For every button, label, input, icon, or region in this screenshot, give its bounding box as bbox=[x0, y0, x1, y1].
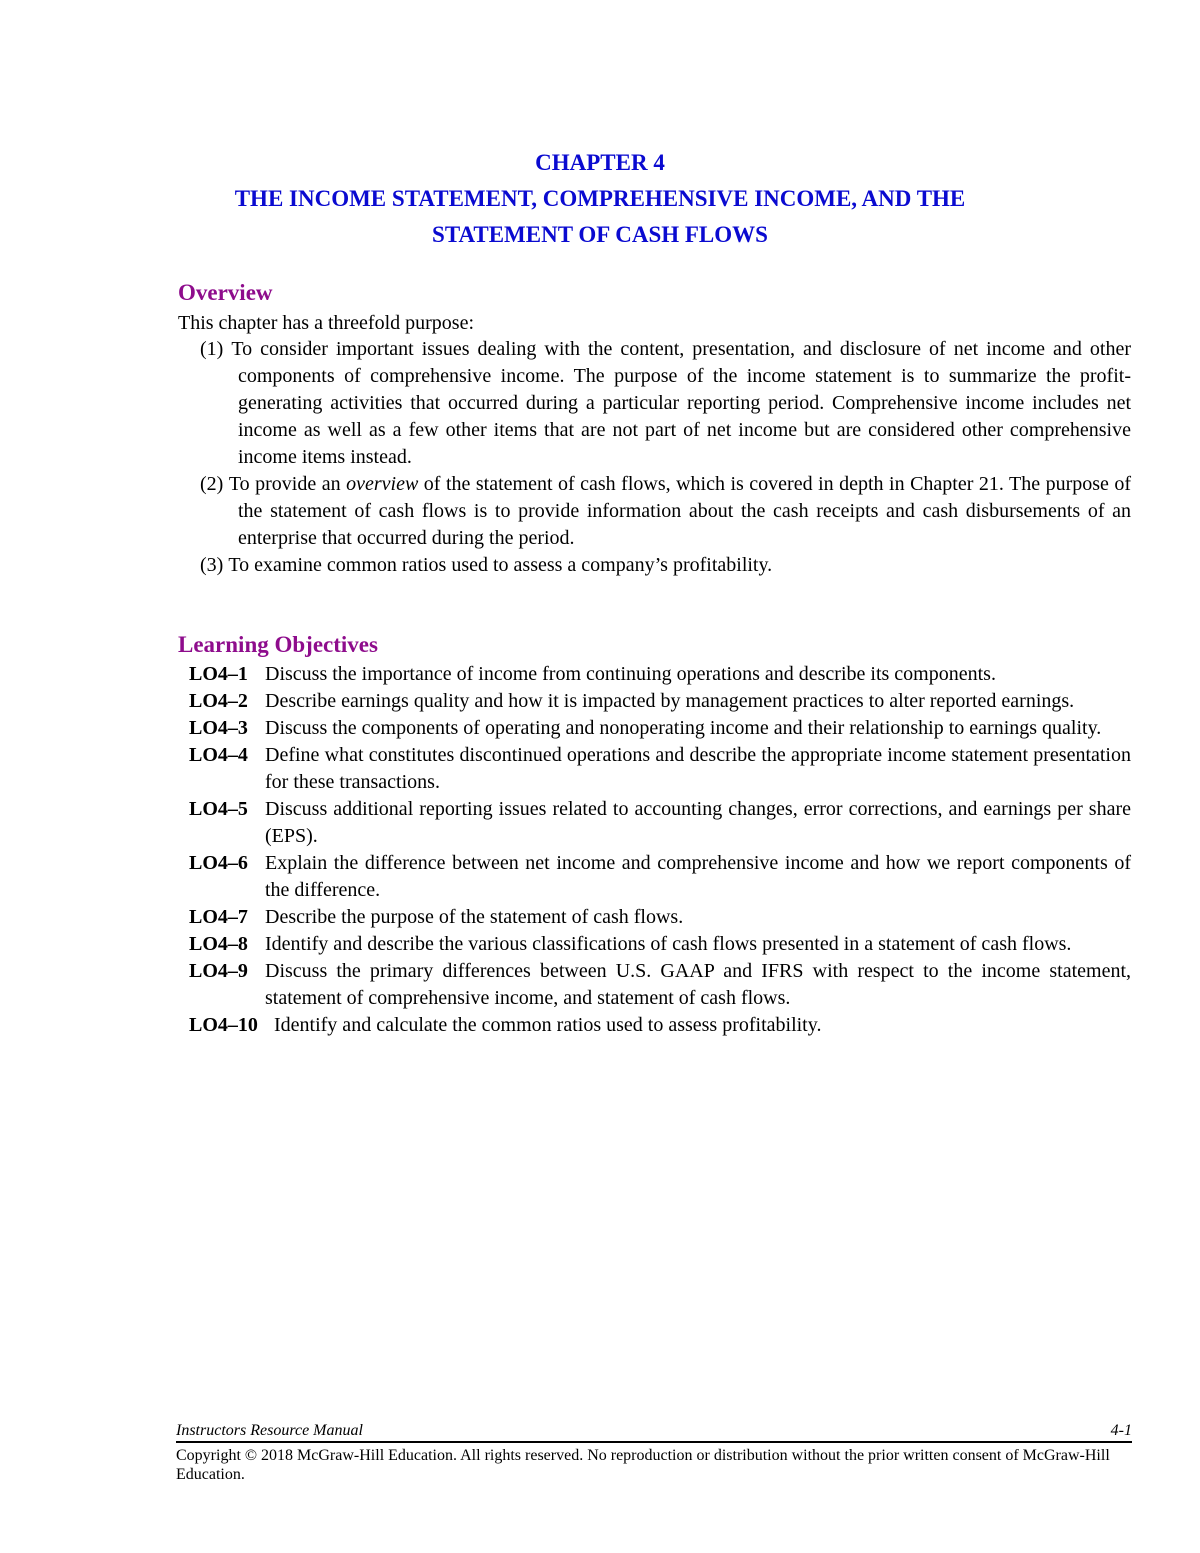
overview-intro: This chapter has a threefold purpose: bbox=[178, 312, 475, 334]
learning-objective bbox=[189, 796, 1131, 850]
objective-code: LO4–5 bbox=[189, 798, 248, 820]
learning-objective bbox=[189, 850, 1131, 904]
learning-objective bbox=[189, 715, 1131, 742]
learning-objective bbox=[189, 661, 1131, 688]
purpose-text-start: To provide an bbox=[228, 473, 341, 495]
purpose-text-emphasis: overview bbox=[346, 473, 419, 495]
objective-text: Describe the purpose of the statement of cash flows. bbox=[265, 906, 684, 928]
learning-objective bbox=[189, 688, 1131, 715]
objective-code: LO4–1 bbox=[189, 663, 248, 685]
learning-objective bbox=[189, 904, 1131, 931]
footer-divider bbox=[176, 1441, 1132, 1443]
learning-objective bbox=[189, 958, 1131, 1012]
learning-objectives-heading: Learning Objectives bbox=[178, 632, 378, 657]
purpose-text: To consider important issues dealing with the content, presentation, and disclosure of net income and other components of comprehensive income. The purpose of the income statement is to summarize the profit-generating activities that occurred during a particular reporting period. Comprehensive income includes net income as well as a few other items that are not part of net income but are considered other comprehensive income items instead. bbox=[231, 338, 1131, 468]
objective-text: Discuss the importance of income from continuing operations and describe its components. bbox=[265, 663, 996, 685]
chapter-number: CHAPTER 4 bbox=[535, 150, 665, 175]
objective-code: LO4–4 bbox=[189, 744, 248, 766]
learning-objective bbox=[189, 1012, 1131, 1039]
objective-code: LO4–6 bbox=[189, 852, 248, 874]
objective-code: LO4–3 bbox=[189, 717, 248, 739]
purpose-item bbox=[200, 471, 1131, 552]
footer-copyright: Copyright © 2018 McGraw-Hill Education. All rights reserved. No reproduction or distribution without the prior written consent of McGraw-Hill Education. bbox=[176, 1447, 1110, 1483]
purpose-number: (1) bbox=[200, 338, 224, 360]
purpose-text-end: of the statement of cash flows, which is covered in depth in Chapter 21. The purpose of the statement of cash flows is to provide information about the cash receipts and cash disbursements of an enterprise that occurred during the period. bbox=[238, 473, 1132, 549]
purpose-number: (3) bbox=[200, 554, 224, 576]
objective-text: Identify and describe the various classifications of cash flows presented in a statement of cash flows. bbox=[265, 933, 1072, 955]
learning-objective bbox=[189, 931, 1131, 958]
objective-text: Describe earnings quality and how it is impacted by management practices to alter reported earnings. bbox=[265, 690, 1075, 712]
purpose-item bbox=[200, 552, 1131, 579]
learning-objectives-list bbox=[189, 661, 1131, 1039]
objective-text: Discuss the components of operating and nonoperating income and their relationship to earnings quality. bbox=[265, 717, 1102, 739]
objective-code: LO4–10 bbox=[189, 1014, 258, 1036]
objective-text: Explain the difference between net income and comprehensive income and how we report components of the difference. bbox=[265, 852, 1131, 901]
footer-page-number: 4-1 bbox=[1110, 1422, 1132, 1439]
objective-text: Identify and calculate the common ratios used to assess profitability. bbox=[274, 1014, 822, 1036]
overview-heading: Overview bbox=[178, 280, 273, 305]
objective-code: LO4–2 bbox=[189, 690, 248, 712]
purpose-item bbox=[200, 336, 1131, 471]
objective-code: LO4–9 bbox=[189, 960, 248, 982]
objective-code: LO4–7 bbox=[189, 906, 248, 928]
objective-text: Discuss additional reporting issues related to accounting changes, error corrections, and earnings per share (EPS). bbox=[265, 798, 1131, 847]
chapter-title-line-2: STATEMENT OF CASH FLOWS bbox=[432, 222, 768, 247]
chapter-title-line-1: THE INCOME STATEMENT, COMPREHENSIVE INCOME, AND THE bbox=[234, 186, 966, 211]
learning-objective bbox=[189, 742, 1131, 796]
objective-code: LO4–8 bbox=[189, 933, 248, 955]
purpose-number: (2) bbox=[200, 473, 224, 495]
objective-text: Discuss the primary differences between U.S. GAAP and IFRS with respect to the income statement, statement of comprehensive income, and statement of cash flows. bbox=[265, 960, 1131, 1009]
footer-manual-title: Instructors Resource Manual bbox=[176, 1422, 363, 1439]
objective-text: Define what constitutes discontinued operations and describe the appropriate income statement presentation for these transactions. bbox=[265, 744, 1131, 793]
purpose-text: To examine common ratios used to assess a company’s profitability. bbox=[228, 554, 773, 576]
